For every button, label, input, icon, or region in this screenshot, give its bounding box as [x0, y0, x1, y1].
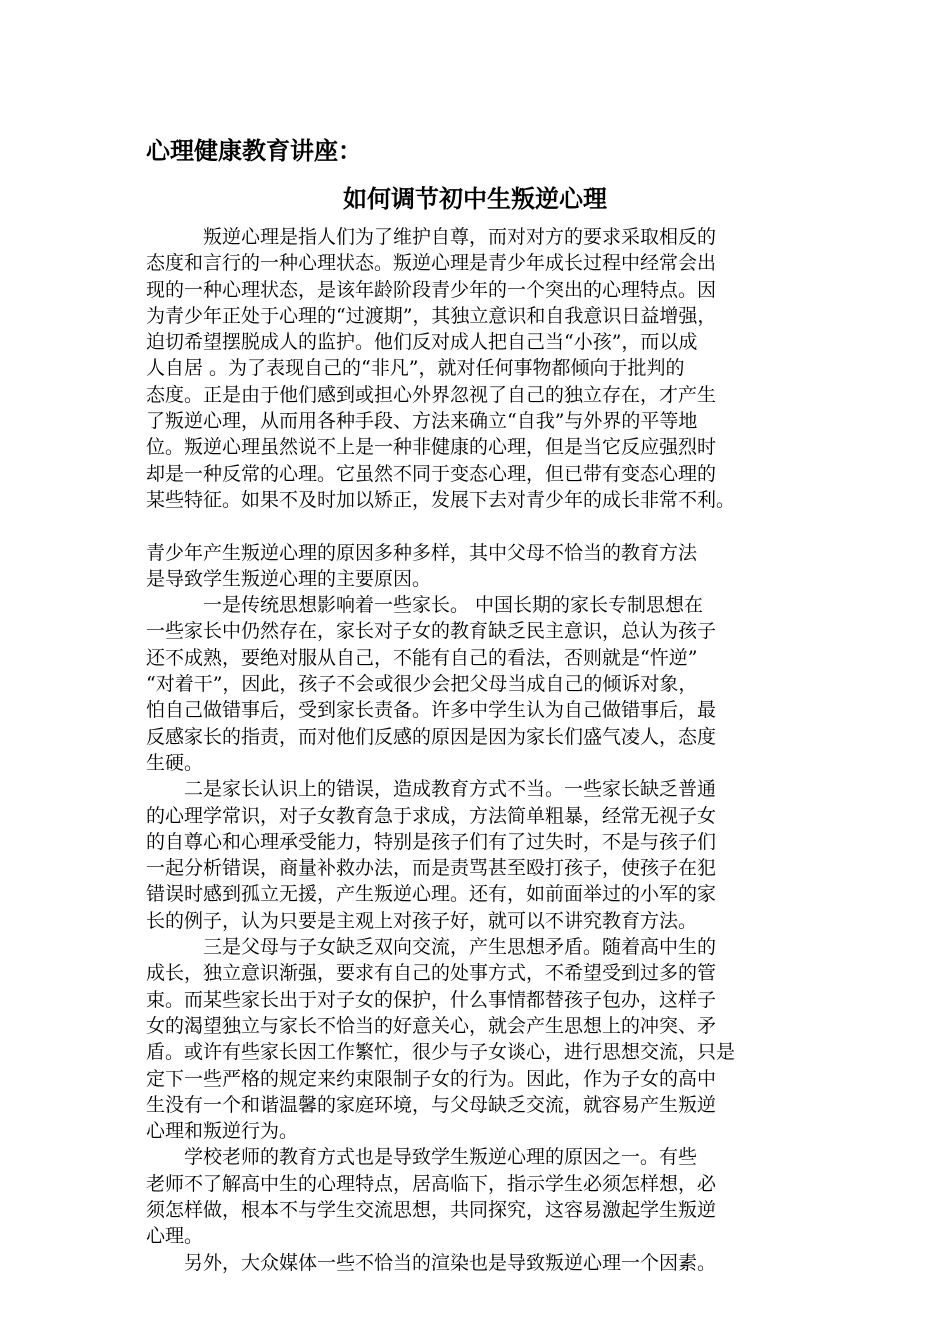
body-line: 学校老师的教育方式也是导致学生叛逆心理的原因之一。有些	[146, 1146, 698, 1169]
body-line: 一起分析错误，商量补救办法，而是责骂甚至殴打孩子，使孩子在犯	[146, 857, 717, 880]
body-line: 老师不了解高中生的心理特点，居高临下，指示学生必须怎样想，必	[146, 1172, 717, 1195]
body-line: 生没有一个和谐温馨的家庭环境，与父母缺乏交流，就容易产生叛逆	[146, 1093, 717, 1116]
body-line: 叛逆心理是指人们为了维护自尊，而对对方的要求采取相反的	[146, 226, 717, 248]
body-line: 二是家长认识上的错误，造成教育方式不当。一些家长缺乏普通	[146, 778, 717, 801]
blank-line	[146, 513, 808, 539]
body-line: 位。叛逆心理虽然说不上是一种非健康的心理，但是当它反应强烈时	[146, 436, 717, 459]
body-line: 另外，大众媒体一些不恰当的渲染也是导致叛逆心理一个因素。	[146, 1251, 717, 1274]
body-line: 却是一种反常的心理。它虽然不同于变态心理，但已带有变态心理的	[146, 462, 717, 485]
body-line: 长的例子，认为只要是主观上对孩子好，就可以不讲究教育方法。	[146, 909, 698, 932]
body-text	[146, 224, 808, 1276]
body-line: 定下一些严格的规定来约束限制子女的行为。因此，作为子女的高中	[146, 1067, 717, 1090]
body-line: 的自尊心和心理承受能力，特别是孩子们有了过失时，不是与孩子们	[146, 830, 717, 853]
body-line: 人自居 。为了表现自己的“非凡”，就对任何事物都倾向于批判的	[146, 357, 685, 380]
body-line: 心理和叛逆行为。	[146, 1120, 299, 1143]
body-line: 生硬。	[146, 751, 204, 774]
body-line: 为青少年正处于心理的“过渡期”，其独立意识和自我意识日益增强，	[146, 304, 717, 327]
lecture-heading: 心理健康教育讲座：	[146, 136, 362, 165]
body-line: 青少年产生叛逆心理的原因多种多样，其中父母不恰当的教育方法	[146, 541, 698, 564]
body-line: 一些家长中仍然存在，家长对子女的教育缺乏民主意识，总认为孩子	[146, 620, 717, 643]
body-line: 三是父母与子女缺乏双向交流，产生思想矛盾。随着高中生的	[146, 936, 717, 959]
body-line: 的心理学常识，对子女教育急于求成，方法简单粗暴，经常无视子女	[146, 804, 717, 827]
body-line: 须怎样做，根本不与学生交流思想，共同探究，这容易激起学生叛逆	[146, 1198, 717, 1221]
body-line: 女的渴望独立与家长不恰当的好意关心，就会产生思想上的冲突、矛	[146, 1014, 717, 1037]
body-line: 态度。正是由于他们感到或担心外界忽视了自己的独立存在，才产生	[146, 383, 717, 406]
body-line: 成长，独立意识渐强，要求有自己的处事方式，不希望受到过多的管	[146, 962, 717, 985]
body-line: 怕自己做错事后，受到家长责备。许多中学生认为自己做错事后，最	[146, 699, 717, 722]
body-line: 了叛逆心理，从而用各种手段、方法来确立“自我”与外界的平等地	[146, 410, 698, 433]
body-line: 现的一种心理状态，是该年龄阶段青少年的一个突出的心理特点。因	[146, 278, 717, 301]
body-line: 某些特征。如果不及时加以矫正，发展下去对青少年的成长非常不利。	[146, 488, 736, 511]
body-line: 是导致学生叛逆心理的主要原因。	[146, 567, 432, 590]
body-line: 态度和言行的一种心理状态。叛逆心理是青少年成长过程中经常会出	[146, 252, 717, 275]
body-line: 反感家长的指责，而对他们反感的原因是因为家长们盛气凌人，态度	[146, 725, 717, 748]
body-line: “对着干”，因此，孩子不会或很少会把父母当成自己的倾诉对象，	[146, 673, 698, 696]
body-line: 束。而某些家长出于对子女的保护，什么事情都替孩子包办，这样子	[146, 988, 717, 1011]
body-line: 错误时感到孤立无援，产生叛逆心理。还有，如前面举过的小军的家	[146, 883, 717, 906]
body-line: 迫切希望摆脱成人的监护。他们反对成人把自己当“小孩”，而以成	[146, 331, 698, 354]
body-line: 心理。	[146, 1225, 204, 1248]
body-line: 还不成熟，要绝对服从自己，不能有自己的看法，否则就是“忤逆”	[146, 646, 698, 669]
body-line: 一是传统思想影响着一些家长。 中国长期的家长专制思想在	[146, 594, 704, 617]
lecture-title: 如何调节初中生叛逆心理	[343, 184, 607, 213]
body-line: 盾。或许有些家长因工作繁忙，很少与子女谈心，进行思想交流，只是	[146, 1041, 736, 1064]
